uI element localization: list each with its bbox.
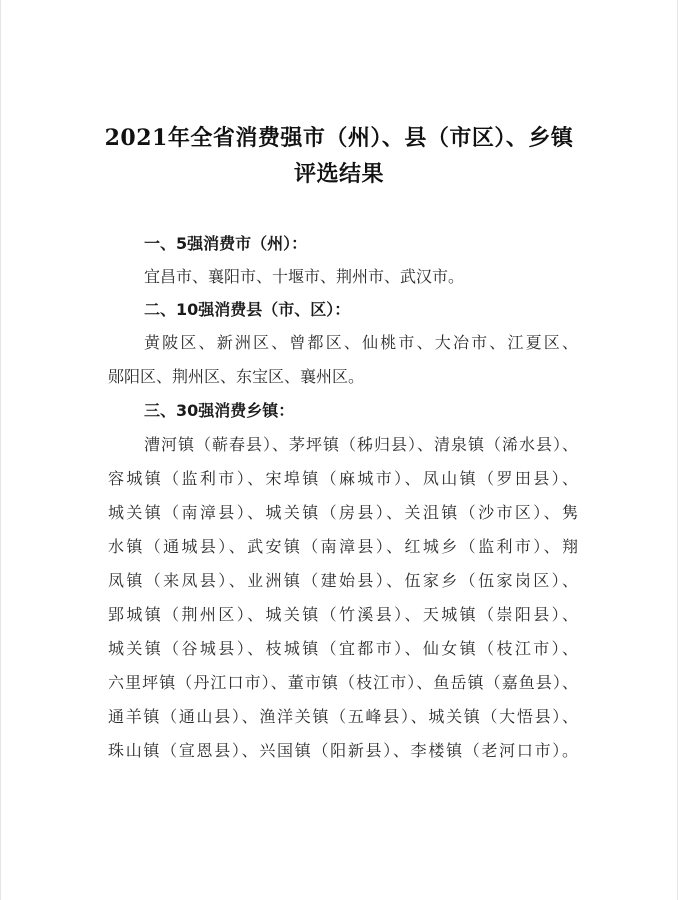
- document-title-line-1: 2021年全省消费强市（州）、县（市区）、乡镇: [104, 125, 574, 151]
- document-title-line-2: 评选结果: [293, 161, 384, 187]
- towns-list-line: 郢城镇（荆州区）、城关镇（竹溪县）、天城镇（崇阳县）、: [108, 605, 578, 624]
- towns-list-line: 漕河镇（蕲春县）、茅坪镇（秭归县）、清泉镇（浠水县）、: [144, 435, 578, 454]
- towns-list-line: 六里坪镇（丹江口市）、董市镇（枝江市）、鱼岳镇（嘉鱼县）、: [108, 673, 578, 692]
- towns-list-line: 珠山镇（宣恩县）、兴国镇（阳新县）、李楼镇（老河口市）。: [108, 741, 578, 760]
- section-heading-cities: 一、5强消费市（州）：: [144, 234, 308, 253]
- counties-list-line: 郧阳区、荆州区、东宝区、襄州区。: [108, 367, 365, 386]
- towns-list-line: 通羊镇（通山县）、渔洋关镇（五峰县）、城关镇（大悟县）、: [108, 707, 578, 726]
- cities-list-line: 宜昌市、襄阳市、十堰市、荆州市、武汉市。: [144, 267, 465, 286]
- section-heading-towns: 三、30强消费乡镇：: [144, 401, 295, 420]
- towns-list-line: 凤镇（来凤县）、业洲镇（建始县）、伍家乡（伍家岗区）、: [108, 571, 578, 590]
- towns-list-line: 容城镇（监利市）、宋埠镇（麻城市）、凤山镇（罗田县）、: [108, 469, 578, 488]
- towns-list-line: 城关镇（谷城县）、枝城镇（宜都市）、仙女镇（枝江市）、: [108, 639, 578, 658]
- towns-list-line: 城关镇（南漳县）、城关镇（房县）、关沮镇（沙市区）、隽: [108, 503, 578, 522]
- section-heading-counties: 二、10强消费县（市、区）：: [144, 300, 351, 319]
- towns-list-line: 水镇（通城县）、武安镇（南漳县）、红城乡（监利市）、翔: [108, 537, 578, 556]
- counties-list-line: 黄陂区、新洲区、曾都区、仙桃市、大冶市、江夏区、: [144, 333, 578, 352]
